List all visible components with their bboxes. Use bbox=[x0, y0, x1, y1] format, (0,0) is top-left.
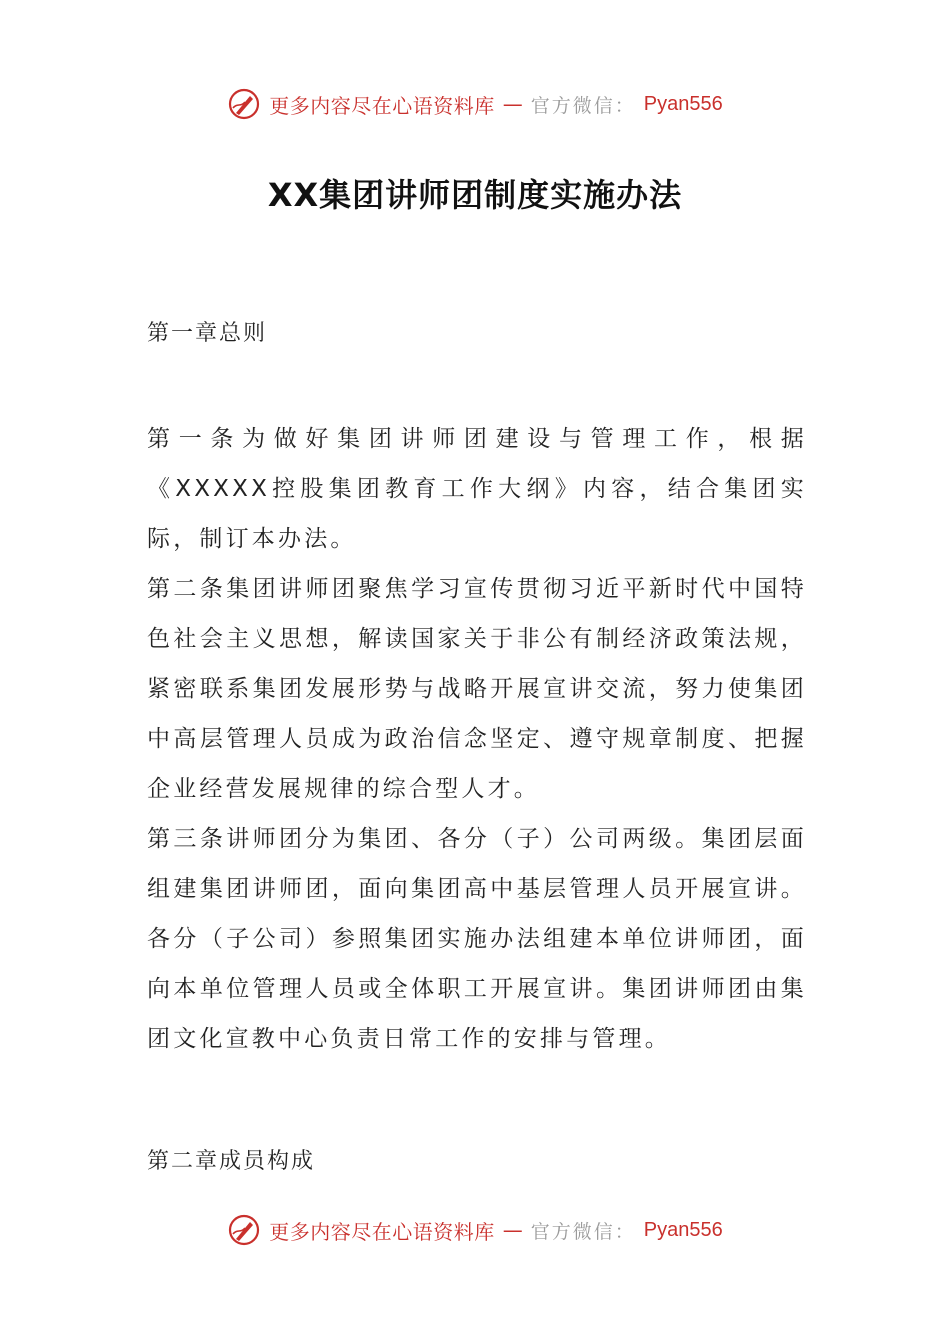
watermark-wechat-id: Pyan556 bbox=[643, 92, 723, 115]
watermark-separator: — bbox=[502, 1218, 523, 1242]
article-paragraph: 第三条讲师团分为集团、各分（子）公司两级。集团层面组建集团讲师团，面向集团高中基层管理人员开展宣讲。各分（子公司）参照集团实施办法组建本单位讲师团，面向本单位管理人员或全体职工开展宣讲。集团讲师团由集团文化宣教中心负责日常工作的安排与管理。 bbox=[147, 826, 807, 1052]
pen-circle-logo-icon bbox=[227, 1213, 261, 1247]
document-body bbox=[147, 314, 807, 1182]
watermark-wechat-id: Pyan556 bbox=[643, 1218, 723, 1241]
watermark-separator: — bbox=[502, 92, 523, 116]
footer-watermark bbox=[0, 1210, 950, 1250]
header-watermark bbox=[0, 84, 950, 124]
watermark-official-label: 官方微信： bbox=[530, 1220, 636, 1243]
article-paragraph: 第二条集团讲师团聚焦学习宣传贯彻习近平新时代中国特色社会主义思想，解读国家关于非公有制经济政策法规，紧密联系集团发展形势与战略开展宣讲交流，努力使集团中高层管理人员成为政治信念坚定、遵守规章制度、把握企业经营发展规律的综合型人才。 bbox=[147, 576, 807, 802]
watermark-official-label: 官方微信： bbox=[530, 94, 636, 117]
watermark-text: 更多内容尽在心语资料库 bbox=[269, 93, 495, 118]
article-paragraph: 第一条为做好集团讲师团建设与管理工作，根据《XXXXX控股集团教育工作大纲》内容，结合集团实际，制订本办法。 bbox=[147, 426, 807, 552]
pen-circle-logo-icon bbox=[227, 87, 261, 121]
chapter-heading: 第二章成员构成 bbox=[147, 1149, 316, 1174]
article-list bbox=[147, 414, 807, 1064]
watermark-text: 更多内容尽在心语资料库 bbox=[269, 1219, 495, 1244]
document-title: XX集团讲师团制度实施办法 bbox=[267, 176, 683, 214]
chapter-heading: 第一章总则 bbox=[147, 321, 268, 346]
